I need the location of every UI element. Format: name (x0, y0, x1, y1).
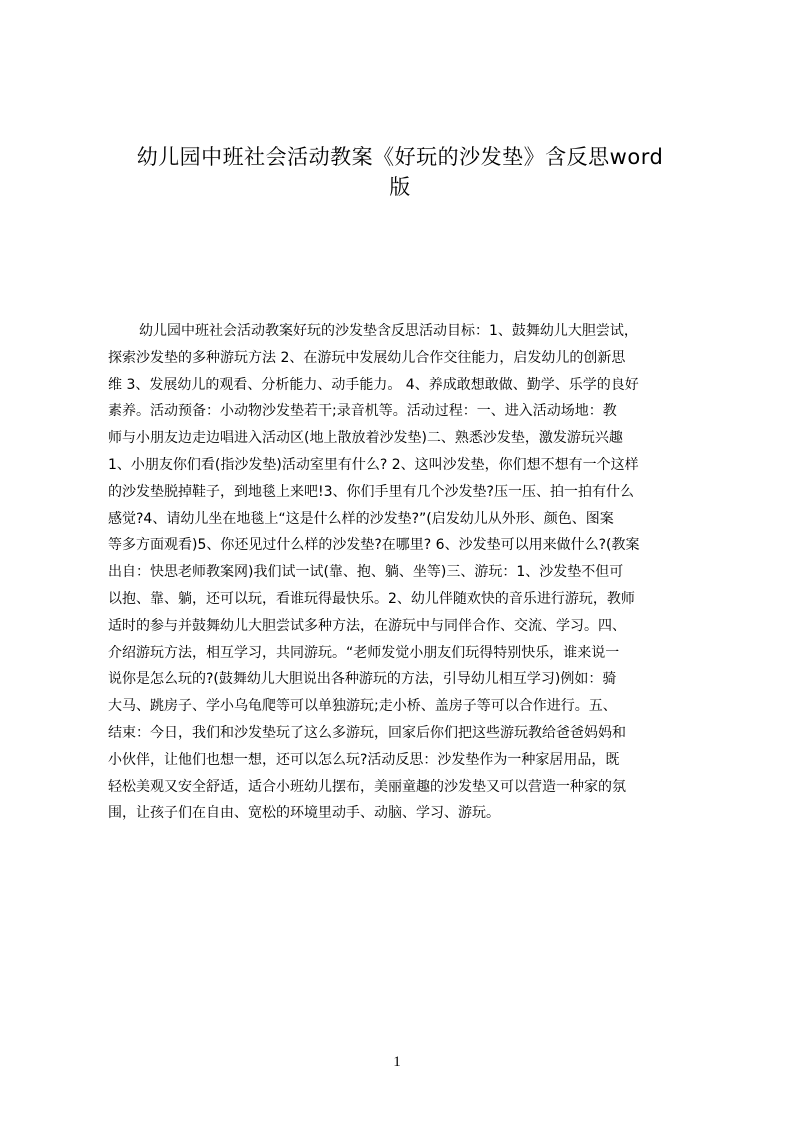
document-title (100, 142, 700, 202)
body-line: 的沙发垫脱掉鞋子，到地毯上来吧!3、你们手里有几个沙发垫?压一压、拍一拍有什么 (108, 483, 634, 500)
body-line: 适时的参与并鼓舞幼儿大胆尝试多种方法，在游玩中与同伴合作、交流、学习。四、 (108, 617, 626, 634)
body-line: 大马、跳房子、学小乌龟爬等可以单独游玩;走小桥、盖房子等可以合作进行。五、 (108, 698, 617, 715)
body-line: 小伙伴，让他们也想一想，还可以怎么玩?活动反思：沙发垫作为一种家居用品，既 (108, 751, 620, 768)
body-line: 幼儿园中班社会活动教案好玩的沙发垫含反思活动目标：1、鼓舞幼儿大胆尝试， (139, 323, 638, 339)
document-body (108, 318, 698, 828)
body-line: 结束：今日，我们和沙发垫玩了这么多游玩，回家后你们把这些游玩教给爸爸妈妈和 (108, 724, 626, 741)
body-line: 师与小朋友边走边唱进入活动区(地上散放着沙发垫)二、熟悉沙发垫，激发游玩兴趣 (108, 430, 623, 447)
body-line: 说你是怎么玩的?(鼓舞幼儿大胆说出各种游玩的方法，引导幼儿相互学习)例如：骑 (108, 671, 617, 688)
body-line: 感觉?4、请幼儿坐在地毯上“这是什么样的沙发垫?”(启发幼儿从外形、颜色、图案 (108, 510, 614, 527)
body-line: 素养。活动预备：小动物沙发垫若干;录音机等。活动过程：一、进入活动场地：教 (108, 403, 617, 420)
body-line: 以抱、靠、躺，还可以玩，看谁玩得最快乐。2、幼儿伴随欢快的音乐进行游玩，教师 (108, 590, 635, 607)
body-line: 1、小朋友你们看(指沙发垫)活动室里有什么? 2、这叫沙发垫，你们想不想有一个这样 (108, 456, 639, 473)
body-line: 探索沙发垫的多种游玩方法 2、在游玩中发展幼儿合作交往能力，启发幼儿的创新思 (108, 349, 626, 366)
body-line: 介绍游玩方法，相互学习，共同游玩。“老师发觉小朋友们玩得特别快乐，谁来说一 (108, 644, 620, 661)
page-number: 1 (393, 1054, 401, 1070)
body-line: 等多方面观看)5、你还见过什么样的沙发垫?在哪里? 6、沙发垫可以用来做什么?(教案 (108, 537, 640, 554)
body-line: 出自：快思老师教案网)我们试一试(靠、抱、躺、坐等)三、游玩：1、沙发垫不但可 (108, 564, 624, 581)
body-line: 围，让孩子们在自由、宽松的环境里动手、动脑、学习、游玩。 (108, 805, 500, 822)
title-line-2: 版 (389, 175, 411, 199)
body-line: 维 3、发展幼儿的观看、分析能力、动手能力。 4、养成敢想敢做、勤学、乐学的良好 (108, 376, 639, 393)
body-line: 轻松美观又安全舒适，适合小班幼儿摆布，美丽童趣的沙发垫又可以营造一种家的氛 (108, 778, 626, 795)
title-line-1: 幼儿园中班社会活动教案《好玩的沙发垫》含反思word (136, 145, 664, 169)
